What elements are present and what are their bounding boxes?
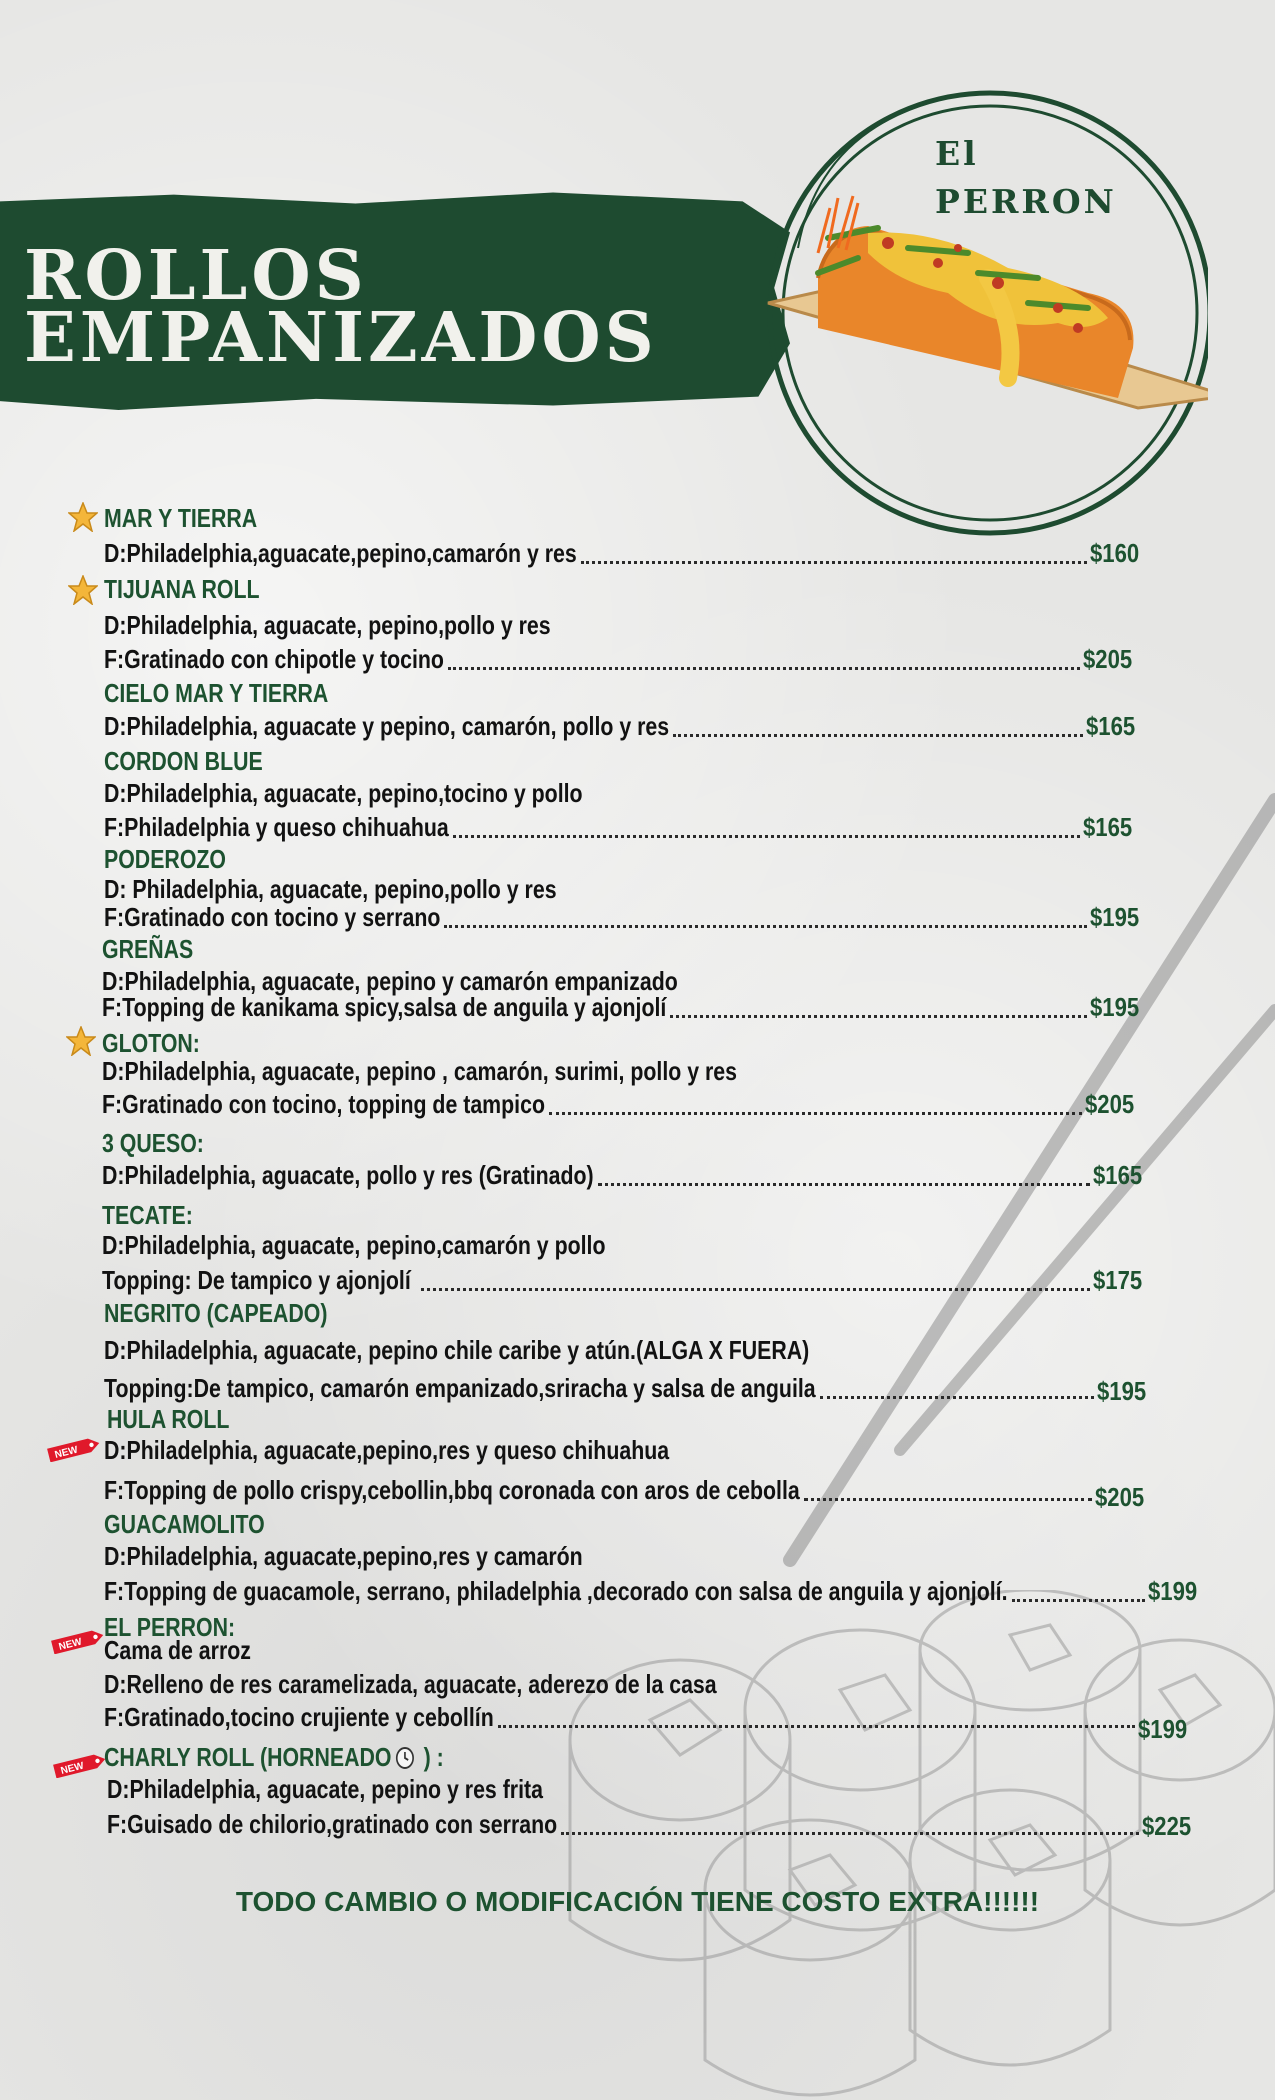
svg-text:NEW: NEW: [57, 1636, 83, 1653]
svg-text:NEW: NEW: [53, 1444, 79, 1461]
menu-item-description: D: Philadelphia, aguacate, pepino,pollo y res: [104, 874, 557, 904]
menu-item-name: HULA ROLL: [107, 1404, 230, 1434]
clock-icon: [395, 1746, 415, 1770]
menu-item-price: $195: [1090, 902, 1140, 932]
menu-item-name: GREÑAS: [102, 934, 194, 964]
menu-item-description: F:Gratinado con tocino y serrano: [104, 902, 441, 932]
badge-line-1: El: [935, 134, 979, 173]
menu-item-description: D:Relleno de res caramelizada, aguacate, aderezo de la casa: [104, 1669, 717, 1699]
badge-line-2: PERRON: [935, 181, 1117, 221]
menu-item-name: CHARLY ROLL (HORNEADO ) :: [104, 1742, 444, 1772]
star-icon: [68, 502, 98, 532]
menu-item-description: F:Gratinado,tocino crujiente y cebollín: [104, 1702, 494, 1732]
svg-text:NEW: NEW: [59, 1760, 85, 1777]
menu-item-price: $205: [1085, 1089, 1135, 1119]
menu-item-description: D:Philadelphia,aguacate,pepino,camarón y res: [104, 538, 577, 568]
dot-leader: [673, 734, 1083, 737]
dot-leader: [804, 1498, 1092, 1501]
menu-item-price: $165: [1086, 711, 1136, 741]
menu-item-name: NEGRITO (CAPEADO): [104, 1298, 328, 1328]
dot-leader: [453, 835, 1080, 838]
menu-item-description: F:Topping de guacamole, serrano, philadelphia ,decorado con salsa de anguila y ajonjolí.: [104, 1576, 1008, 1606]
menu-item-price: $199: [1148, 1576, 1198, 1606]
menu-item-description: D:Philadelphia, aguacate, pepino,camarón y pollo: [102, 1230, 606, 1260]
dot-leader: [448, 667, 1080, 670]
menu-item-description: Topping: De tampico y ajonjolí: [102, 1265, 411, 1295]
new-tag-icon: [50, 1628, 108, 1654]
menu-item-description: D:Philadelphia, aguacate,pepino,res y queso chihuahua: [104, 1435, 670, 1465]
dot-leader: [421, 1288, 1090, 1291]
star-icon: [66, 1026, 96, 1056]
menu-item-price: $165: [1093, 1160, 1143, 1190]
menu-item-price: $205: [1095, 1482, 1145, 1512]
menu-item-price: $195: [1090, 992, 1140, 1022]
menu-item-description: D:Philadelphia, aguacate, pollo y res (Gratinado): [102, 1160, 594, 1190]
menu-item-description: F:Philadelphia y queso chihuahua: [104, 812, 449, 842]
menu-item-description: F:Topping de kanikama spicy,salsa de anguila y ajonjolí: [102, 992, 667, 1022]
dot-leader: [444, 925, 1087, 928]
menu-item-price: $225: [1142, 1811, 1192, 1841]
menu-item-description: D:Philadelphia, aguacate, pepino,tocino y pollo: [104, 778, 583, 808]
new-tag-icon: [52, 1752, 110, 1778]
dot-leader: [498, 1725, 1135, 1728]
menu-item-description: D:Philadelphia, aguacate, pepino,pollo y res: [104, 610, 551, 640]
menu-item-name: CORDON BLUE: [104, 746, 263, 776]
menu-item-description: D:Philadelphia, aguacate y pepino, camarón, pollo y res: [104, 711, 670, 741]
menu-item-description: F:Gratinado con tocino, topping de tampico: [102, 1089, 545, 1119]
dot-leader: [670, 1015, 1087, 1018]
menu-item-name: EL PERRON:: [104, 1612, 236, 1642]
menu-item-description: F:Topping de pollo crispy,cebollin,bbq coronada con aros de cebolla: [104, 1475, 800, 1505]
menu-item-description: D:Philadelphia, aguacate,pepino,res y camarón: [104, 1541, 583, 1571]
menu-item-description: D:Philadelphia, aguacate, pepino y res frita: [107, 1774, 543, 1804]
dot-leader: [561, 1832, 1139, 1835]
menu-item-description: F:Guisado de chilorio,gratinado con serrano: [107, 1809, 558, 1839]
menu-item-name: CIELO MAR Y TIERRA: [104, 678, 329, 708]
dot-leader: [820, 1396, 1094, 1399]
menu-item-price: $160: [1090, 538, 1140, 568]
star-icon: [68, 575, 98, 605]
dot-leader: [1012, 1599, 1145, 1602]
menu-item-description: Cama de arroz: [104, 1635, 251, 1665]
menu-item-name: GUACAMOLITO: [104, 1509, 265, 1539]
menu-item-name: MAR Y TIERRA: [104, 503, 258, 533]
menu-item-name: TIJUANA ROLL: [104, 574, 260, 604]
menu-item-description: D:Philadelphia, aguacate, pepino chile caribe y atún.(ALGA X FUERA): [104, 1335, 810, 1365]
dot-leader: [598, 1183, 1090, 1186]
menu-item-price: $165: [1083, 812, 1133, 842]
menu-item-price: $199: [1138, 1714, 1188, 1744]
menu-item-name: PODEROZO: [104, 844, 227, 874]
menu-item-price: $175: [1093, 1265, 1143, 1295]
menu-item-price: $205: [1083, 644, 1133, 674]
title-line-1: ROLLOS: [24, 236, 368, 316]
menu-item-name: GLOTON:: [102, 1028, 200, 1058]
menu-item-description: Topping:De tampico, camarón empanizado,sriracha y salsa de anguila: [104, 1373, 816, 1403]
new-tag-icon: [46, 1436, 104, 1462]
dot-leader: [549, 1112, 1082, 1115]
menu-item-name: TECATE:: [102, 1200, 193, 1230]
menu-item-name: 3 QUESO:: [102, 1128, 204, 1158]
dot-leader: [581, 561, 1087, 564]
menu-item-price: $195: [1097, 1376, 1147, 1406]
menu-item-description: D:Philadelphia, aguacate, pepino y camarón empanizado: [102, 966, 678, 996]
menu-item-description: F:Gratinado con chipotle y tocino: [104, 644, 444, 674]
title-line-2: EMPANIZADOS: [24, 298, 658, 378]
footer-note: TODO CAMBIO O MODIFICACIÓN TIENE COSTO EXTRA!!!!!!: [235, 1886, 1040, 1917]
menu-item-description: D:Philadelphia, aguacate, pepino , camarón, surimi, pollo y res: [102, 1056, 738, 1086]
